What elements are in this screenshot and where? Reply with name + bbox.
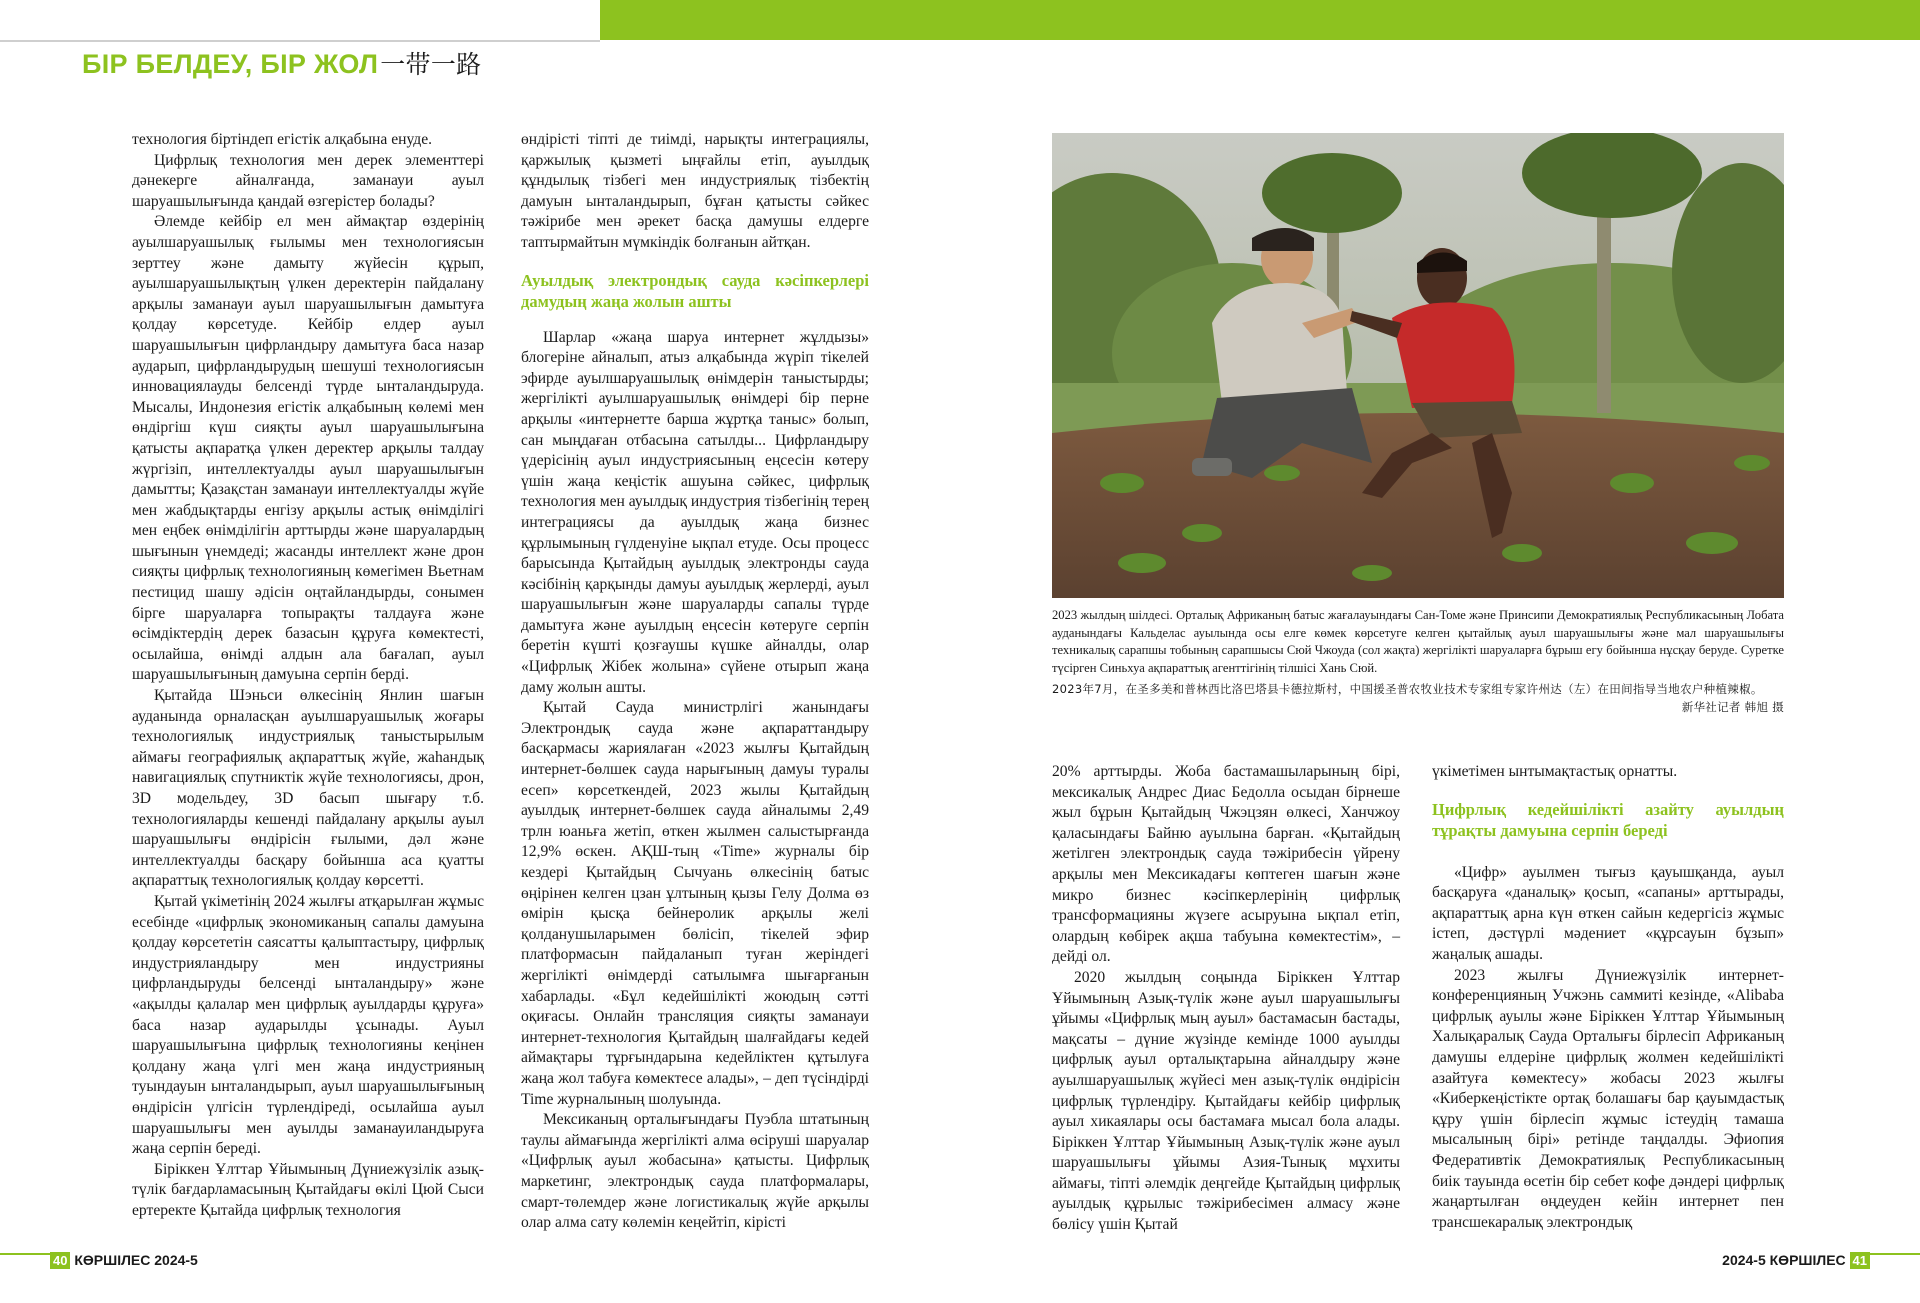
footer-right xyxy=(1722,1252,1870,1269)
footer-magazine-right: 2024-5 КӨРШІЛЕС xyxy=(1722,1252,1846,1268)
paragraph: Қытай үкіметінің 2024 жылғы атқарылған жұмыс есебінде «цифрлық экономиканың сапалы дамуына қолдау көрсететін саясатты қалыптастыру, цифрлық индустрияландыру мен индустрияны цифрландыруды белсенді ынталандыру» және «ақылды қалалар мен цифрлық ауылдарды құруға» баса назар аударылды ұсынады. Ауыл шаруашылығына цифрлық технологияны кеңінен қолдану жаңа үлгі мен жаңа индустрияның туындауын ынталандырып, ауыл шаруашылығының өндірісін үлгісін түрлендіреді, осылайша ауыл шаруашылығы мен ауылды заманауиландыруға жаңа серпін береді. xyxy=(132,892,484,1158)
paragraph: Цифрлық технология мен дерек элементтері дәнекерге айналғанда, заманауи ауыл шаруашылығында қандай өзгерістер болады? xyxy=(132,151,484,210)
section-title-kz: БІР БЕЛДЕУ, БІР ЖОЛ xyxy=(82,49,379,79)
paragraph: Мексиканың орталығындағы Пуэбла штатының таулы аймағында жергілікті алма өсіруші шаруалар «Цифрлық ауыл жобасына» қатысты. Цифрлық маркетинг, электрондық сауда платформалары, смарт-төлемдер және логистикалық жүйе арқылы олар алма сату көлемін кеңейтіп, кірісті xyxy=(521,1111,869,1232)
header-accent-bar xyxy=(600,0,1920,40)
paragraph: өндірісті тіпті де тиімді, нарықты интеграциялы, қаржылық қызметі ыңғайлы етіп, ауылдық құндылық тізбегі мен индустриялық тізбектің дамуын ынталандырып, бұған қатысты сәйкес тәжірибе мен әрекет басқа дамушы елдерге таптырмайтын мүмкіндік болғанын айтқан. xyxy=(521,131,869,251)
paragraph: Шарлар «жаңа шаруа интернет жұлдызы» блогеріне айналып, атыз алқабында жүріп тікелей эфирде ауылшаруашылық өнімдерін таныстырды; жергілікті ауылшаруашылық өнімдері бір перне арқылы «интернетте барша жұртқа таныс» болып, сан мыңдаған отбасына сатылды... Цифрландыру үдерісінің ауыл индустриясының еңсесін көтеру үшін жаңа кеңістік ашуына сәйкес, цифрлық технология мен ауылдық индустрия тізбегінің терең интеграциясы да ауылдық жаңа бизнес құрлымының гүлденуіне ықпал етуде. Осы процесс барысында Қытайдың ауылдық электронды сауда кәсібінің қарқынды дамуы ауылдық жерлерді, ауыл шаруашылығын және шаруаларды сапалы түрде дамытуға және ауылдың еңсесін көтеруге серпін беретін күшті қозғаушы күшке айналды, олар «Цифрлық Жібек жолына» сүйене отырып жаңа даму жолын ашты. xyxy=(521,328,869,696)
paragraph: 20% арттырды. Жоба бастамашыларының бірі, мексикалық Андрес Диас Бедолла осыдан бірнеше жыл бұрын Қытайдың Чжэцзян өлкесі, Ханчжоу қаласындағы Байню ауылына барған. «Қытайдың жетілген электрондық сауда тәжірибесін үйрену арқылы мен Мексикадағы көптеген шағын және микро бизнес кәсіпкерлерінің цифрлық трансформацияны жүзеге асыруына ықпал етіп, олардың көбірек ақша табуына көмектестім», – дейді ол. xyxy=(1052,763,1400,966)
text-column-2 xyxy=(521,130,869,1234)
footer-rule-right xyxy=(1870,1253,1920,1255)
caption-credit: 新华社记者 韩旭 摄 xyxy=(1681,699,1784,714)
paragraph: Қытайда Шэньси өлкесінің Янлин шағын ауданында орналасқан ауылшаруашылық жоғары технологиялық индустриялық таныстырылым аймағы географиялық ақпараттық жүйе, жаһандық навигациялық спутниктік жүйе технологиясы, дрон, 3D модельдеу, 3D басып шығару т.б. технологияларды кешенді пайдалану арқылы ауыл шаруашылығы өндірісін ғылыми, дәл және интеллектуалды басқару бойынша аса қуатты ақпараттық технологиялық қолдау көрсетті. xyxy=(132,687,484,890)
paragraph: үкіметімен ынтымақтастық орнатты. xyxy=(1432,763,1678,780)
paragraph: Біріккен Ұлттар Ұйымының Дүниежүзілік азық-түлік бағдарламасының Қытайдағы өкілі Цюй Сыси ертеректе Қытайда цифрлық технология xyxy=(132,1160,484,1219)
paragraph: 2023 жылғы Дүниежүзілік интернет-конференцияның Учжэнь саммиті кезінде, «Alibaba цифрлық ауылы және Біріккен Ұлттар Ұйымының Халықаралық Сауда Орталығы бірлесіп Африканың дамушы елдеріне цифрлық жолмен кедейшілікті азайтуға көмектесу» жобасы 2023 жылғы «Киберкеңістікте ортақ болашағы бар қауымдастық құру үшін бірлесіп жұмыс істеудің тамаша мысалының бірі» ретінде таңдалды. Эфиопия Федеративтік Демократиялық Республикасының биік тауында өсетін бір себет кофе дәндері цифрлық жаңартылған өңдеуден кейін интернет пен трансшекаралық электрондық xyxy=(1432,966,1784,1231)
paragraph: технология біртіндеп егістік алқабына енуде. xyxy=(132,131,433,148)
photo-caption xyxy=(1052,607,1784,716)
footer-left xyxy=(50,1252,198,1269)
caption-cn: 2023年7月，在圣多美和普林西比洛巴塔县卡德拉斯村，中国援圣普农牧业技术专家组专家许州达（左）在田间指导当地农户种植辣椒。 xyxy=(1052,682,1763,696)
paragraph: Қытай Сауда министрлігі жанындағы Электрондық сауда және ақпараттандыру басқармасы жариялаған «2023 жылғы Қытайдың интернет-бөлшек сауда нарығының дамуы туралы есеп» көрсеткендей, 2023 жылы Қытайдың ауылдық интернет-бөлшек сауда айналымы 2,49 трлн юаньға жетіп, өткен жылмен салыстырғанда 12,9% өскен. АҚШ-тың «Time» журналы бір кездері Қытайдың Сычуань өлкесінің батыс өңірінен келген цзан ұлтының қызы Гелу Долма өз өмірін қысқа бейнеролик арқылы желі қолданушыларымен бөлісіп, тікелей эфир платформасын пайдаланып туған жеріндегі жергілікті өнімдерді сатылымға шығарғанын хабарлады. «Бұл кедейшілікті жоюдың сәтті оқиғасы. Онлайн трансляция сияқты заманауи интернет-технология Қытайдың шалғайдағы кедей аймақтары тұрғындарына кедейліктен құтылуға жаңа жол табуға көмектесе алады», – деп түсіндірді Time журналының шолуында. xyxy=(521,699,869,1108)
paragraph: «Цифр» ауылмен тығыз қауышқанда, ауыл басқаруға «даналық» қосып, «сапаны» арттырады, ақпараттық арна күн өткен сайын кедергісіз жұмыс істеп, дәстүрлі мәдениет «құрсауын бұзып» жаңалық ашады. xyxy=(1432,863,1784,963)
caption-kz: 2023 жылдың шілдесі. Орталық Африканың батыс жағалауындағы Сан-Томе және Принсипи Демократиялық Республикасының Лобата ауданындағы Кальделас ауылында осы елге көмек көрсетуге келген қытайлық ауыл шаруашылығы және мал шаруашылығы техникалық сарапшы тобының сарапшысы Сюй Чжоуда (сол жақта) жергілікті шаруаларға бұрыш егу бойынша нұсқау беруде. Суретке түсірген Синьхуа ақпараттық агенттігінің тілшісі Хань Сюй. xyxy=(1052,608,1784,675)
subheading: Ауылдық электрондық сауда кәсіпкерлері дамудың жаңа жолын ашты xyxy=(521,270,869,311)
header-divider xyxy=(0,40,600,42)
text-column-3 xyxy=(1052,762,1400,1236)
footer-rule-left xyxy=(0,1253,50,1255)
farm-photo xyxy=(1052,133,1784,598)
paragraph: 2020 жылдың соңында Біріккен Ұлттар Ұйымының Азық-түлік және ауыл шаруашылығы ұйымы «Цифрлық мың ауыл» бастамасын бастады, мақсаты – дүние жүзінде кемінде 1000 ауылды цифрлық ауыл орталықтарына айналдыру және ауылшаруашылық жүйесі мен азық-түлік өндірісін цифрлық түрлендіру. Қытайдағы кейбір цифрлық ауыл хикаялары осы бастамаға мысал бола алады. Біріккен Ұлттар Ұйымының Азық-түлік және ауыл шаруашылығы ұйымы Азия-Тынық мұхиты аймағы, тіпті әлемдік деңгейде Қытайдың цифрлық ауылдық құрылыс тәжірибесімен алмасу және бөлісу үшін Қытай xyxy=(1052,968,1400,1234)
section-title xyxy=(82,45,481,81)
section-title-cn: 一带一路 xyxy=(380,51,482,79)
subheading: Цифрлық кедейшілікті азайту ауылдың тұрақты дамуына серпін береді xyxy=(1432,799,1784,840)
footer-magazine-left: КӨРШІЛЕС 2024-5 xyxy=(74,1252,198,1268)
page-number-left: 40 xyxy=(50,1252,70,1269)
text-column-4 xyxy=(1432,762,1784,1233)
paragraph: Әлемде кейбір ел мен аймақтар өздерінің ауылшаруашылық ғылымы мен технологиясын зерттеу және дамыту жүйесін құрып, ауылшаруашылықтың үлкен деректерін пайдалану арқылы заманауи ауыл шаруашылығын дамытуға қолдау көрсетуде. Кейбір елдер ауыл шаруашылығын цифрландыру дамытуға баса назар аударып, цифрландырудың шешуші технологиясын инновациялауды белсенді түрде ынталандыруда. Мысалы, Индонезия егістік алқабының көлемі мен өндіргіш күш сияқты ауыл шаруашылығына қатысты ақпаратқа үлкен деректер арқылы талдау жүргізіп, интеллектуалды ауыл шаруашылығын дамытты; Қазақстан заманауи интеллектуалды жүйе мен жабдықтарды енгізу арқылы астық өнімділігі мен еңбек өнімділігін арттырды және шаруалардың шығынын үнемдеді; жасанды интеллект және дрон сияқты цифрлық технологияның көмегімен Вьетнам пестицид шашу әдісін оңтайландырды, сонымен бірге шаруаларға топырақты талдауға және өсімдіктердің дерек базасын құруға көмектесті, осылайша, өнімді алдын ала бағалап, ауыл шаруашылығының дамуына серпін берді. xyxy=(132,213,484,684)
page-number-right: 41 xyxy=(1850,1252,1870,1269)
text-column-1 xyxy=(132,130,484,1221)
